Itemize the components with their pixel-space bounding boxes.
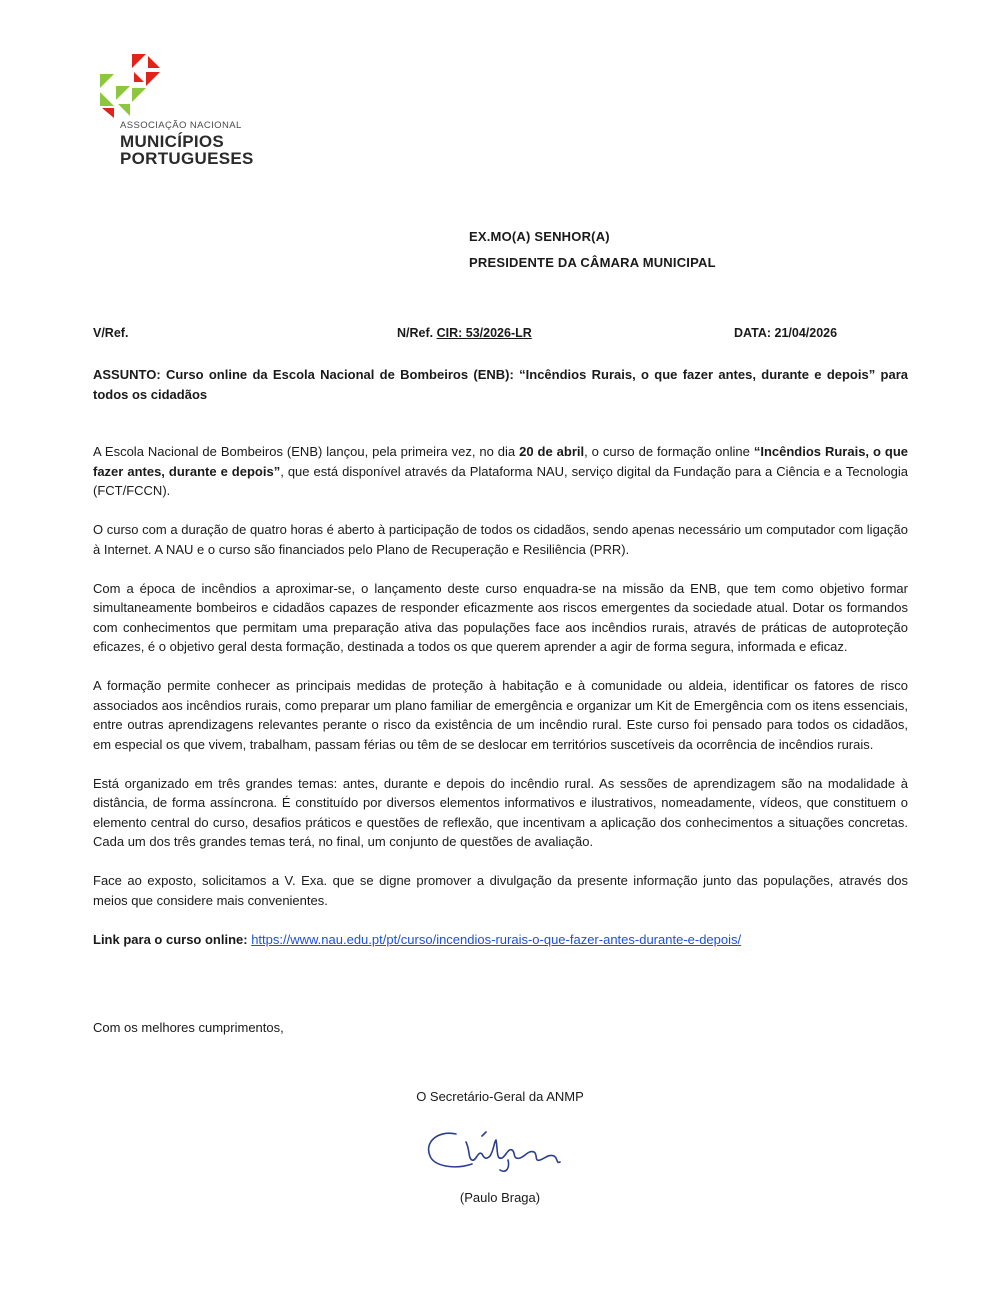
course-link-line: [93, 930, 908, 950]
p1-text-c: , o curso de formação online: [584, 444, 754, 459]
p1-date-bold: 20 de abril: [519, 444, 585, 459]
signer-title: O Secretário-Geral da ANMP: [416, 1089, 584, 1104]
pinwheel-logo-icon: [96, 52, 166, 120]
paragraph-4: A formação permite conhecer as principais medidas de proteção à habitação e à comunidade ou aldeia, identificar os fatores de risco associados aos incêndios rurais, como preparar um plano familiar de emergência e organizar um Kit de Emergência com os itens essenciais, entre outras aprendizagens relevantes perante o risco da existência de um incêndio rural. Este curso foi pensado para todos os cidadãos, em especial os que vivem, trabalham, passam férias ou têm de se deslocar em territórios suscetíveis da ocorrência de incêndios rurais.: [93, 678, 908, 752]
logo-title-line-1: MUNICÍPIOS: [120, 132, 225, 151]
paragraph-6: Face ao exposto, solicitamos a V. Exa. que se digne promover a divulgação da presente informação junto das populações, através dos meios que considere mais convenientes.: [93, 873, 908, 908]
addressee-line-1: EX.MO(A) SENHOR(A): [469, 229, 610, 244]
anmp-logo: [96, 52, 276, 168]
p1-course-title-bold: “Incêndios Rurais, o que fazer antes, durante e depois”: [93, 444, 908, 479]
paragraph-5: Está organizado em três grandes temas: antes, durante e depois do incêndio rural. As sessões de aprendizagem são na modalidade à distância, de forma assíncrona. É constituído por diversos elementos informativos e ilustrativos, nomeadamente, vídeos, que constituem o elemento central do curso, desafios práticos e questões de reflexão, que incentivam a aplicação dos conhecimentos a situações concretas. Cada um dos três grandes temas terá, no final, um conjunto de questões de avaliação.: [93, 775, 908, 849]
closing-greeting: Com os melhores cumprimentos,: [93, 1020, 284, 1035]
logo-subtitle: ASSOCIAÇÃO NACIONAL: [120, 120, 242, 131]
logo-title-line-2: PORTUGUESES: [120, 149, 254, 168]
addressee-line-2: PRESIDENTE DA CÂMARA MUNICIPAL: [469, 255, 716, 270]
handwritten-signature-icon: [420, 1120, 570, 1176]
subject-line: ASSUNTO: Curso online da Escola Nacional de Bombeiros (ENB): “Incêndios Rurais, o que fazer antes, durante e depois” para todos os cidadãos: [93, 367, 908, 402]
link-label: Link para o curso online:: [93, 931, 248, 947]
addressee-block: [469, 224, 716, 276]
n-ref-label: N/Ref.: [397, 326, 434, 340]
course-link[interactable]: https://www.nau.edu.pt/pt/curso/incendios-rurais-o-que-fazer-antes-durante-e-depois/: [251, 931, 742, 947]
p1-text-a: A Escola Nacional de Bombeiros (ENB) lançou, pela primeira vez, no dia: [93, 444, 520, 459]
p1-text-e: , que está disponível através da Plataforma NAU, serviço digital da Fundação para a Ciência e a Tecnologia (FCT/FCCN).: [93, 463, 909, 498]
paragraph-2: O curso com a duração de quatro horas é aberto à participação de todos os cidadãos, sendo apenas necessário um computador com ligação à Internet. A NAU e o curso são financiados pelo Plano de Recuperação e Resiliência (PRR).: [93, 522, 908, 557]
paragraph-3: Com a época de incêndios a aproximar-se, o lançamento deste curso enquadra-se na missão da ENB, que tem como objetivo formar simultaneamente bombeiros e cidadãos capazes de responder eficazmente aos riscos emergentes da sociedade atual. Dotar os formandos com conhecimentos que permitam uma preparação ativa das populações face aos incêndios rurais, através de práticas de autoproteção eficazes, é o objetivo geral desta formação, destinada a todos os que querem aprender a agir de forma segura, informada e eficaz.: [93, 580, 908, 654]
n-ref-value: CIR: 53/2026-LR: [436, 326, 532, 340]
letter-date: DATA: 21/04/2026: [734, 326, 838, 340]
paragraph-1: [93, 442, 908, 501]
signer-name: (Paulo Braga): [459, 1190, 541, 1205]
v-ref: V/Ref.: [93, 326, 129, 340]
n-ref: [397, 326, 532, 340]
letter-body: [93, 442, 908, 969]
